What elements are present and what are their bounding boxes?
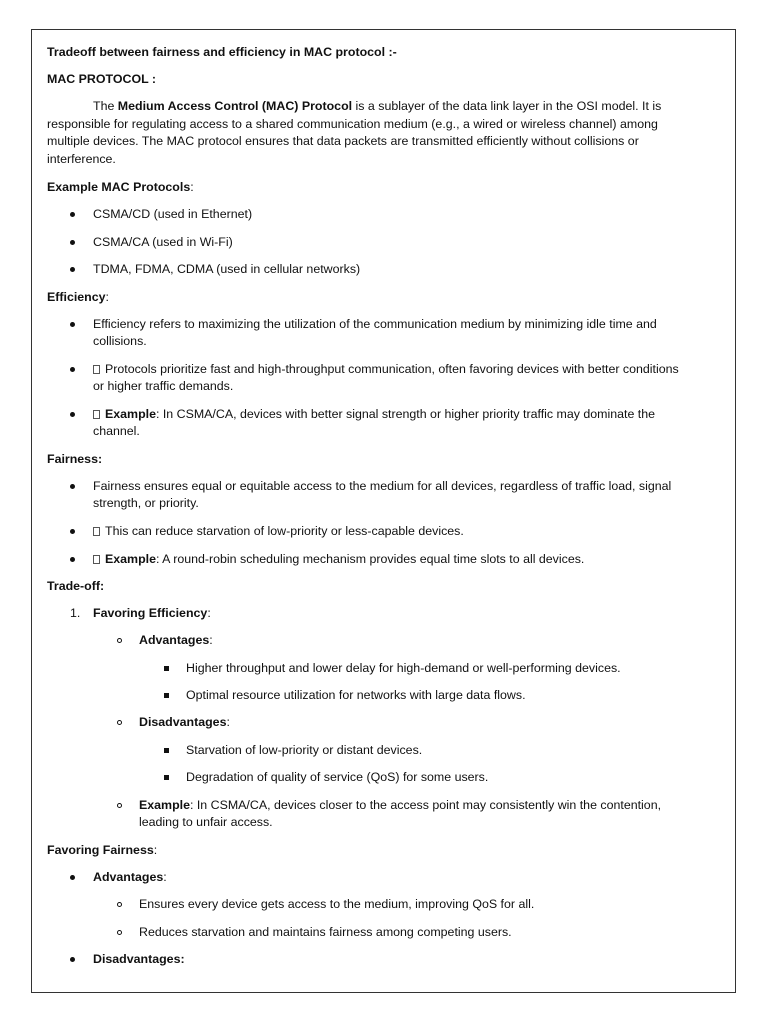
favoring-fairness-label: Favoring Fairness bbox=[47, 843, 154, 857]
intro-lead: The bbox=[93, 99, 118, 113]
list-item: Ensures every device gets access to the medium, improving QoS for all. bbox=[139, 897, 535, 911]
mac-protocol-heading: MAC PROTOCOL : bbox=[47, 72, 156, 86]
efficiency-p1-b: collisions. bbox=[93, 334, 147, 348]
bullet-icon bbox=[70, 367, 75, 372]
list-item: CSMA/CD (used in Ethernet) bbox=[93, 207, 253, 221]
disadvantages-label-text: Disadvantages bbox=[139, 715, 227, 729]
fav-eff-example-a bbox=[139, 797, 661, 814]
example-label: Example bbox=[105, 407, 156, 421]
list-item: Reduces starvation and maintains fairness among competing users. bbox=[139, 925, 512, 939]
list-item: Starvation of low-priority or distant devices. bbox=[186, 743, 423, 757]
efficiency-p2-b: or higher traffic demands. bbox=[93, 379, 234, 393]
fairness-heading: Fairness: bbox=[47, 452, 103, 466]
bullet-icon bbox=[70, 212, 75, 217]
document-page bbox=[31, 29, 736, 993]
circle-bullet-icon bbox=[117, 720, 122, 725]
bullet-icon bbox=[70, 557, 75, 562]
example-label: Example bbox=[105, 552, 156, 566]
efficiency-heading-text: Efficiency bbox=[47, 290, 106, 304]
bullet-icon bbox=[70, 412, 75, 417]
efficiency-p3-a bbox=[93, 406, 655, 423]
square-bullet-icon bbox=[164, 775, 169, 780]
intro-line-3: multiple devices. The MAC protocol ensures that data packets are transmitted efficiently without collisions or bbox=[47, 134, 639, 148]
fav-eff-example-text: : In CSMA/CA, devices closer to the access point may consistently win the contention, bbox=[189, 798, 662, 812]
document-title: Tradeoff between fairness and efficiency in MAC protocol :- bbox=[47, 45, 397, 59]
efficiency-p3-a-text: : In CSMA/CA, devices with better signal strength or higher priority traffic may dominate the bbox=[155, 407, 656, 421]
fav-eff-example-b: leading to unfair access. bbox=[139, 815, 273, 829]
fairness-p2-text: This can reduce starvation of low-priority or less-capable devices. bbox=[105, 524, 464, 538]
examples-heading: Example MAC Protocols: bbox=[47, 180, 194, 194]
intro-line-2: responsible for regulating access to a shared communication medium (e.g., a wired or wireless channel) among bbox=[47, 117, 658, 131]
fairness-p3-text: : A round-robin scheduling mechanism provides equal time slots to all devices. bbox=[155, 552, 585, 566]
fairness-p1-a: Fairness ensures equal or equitable access to the medium for all devices, regardless of traffic load, signal bbox=[93, 479, 672, 493]
favoring-fairness-heading: Favoring Fairness: bbox=[47, 843, 158, 857]
bullet-icon bbox=[70, 484, 75, 489]
list-item: Optimal resource utilization for networks with large data flows. bbox=[186, 688, 526, 702]
list-item: Degradation of quality of service (QoS) for some users. bbox=[186, 770, 489, 784]
efficiency-p1-a: Efficiency refers to maximizing the utilization of the communication medium by minimizing idle time and bbox=[93, 317, 657, 331]
circle-bullet-icon bbox=[117, 930, 122, 935]
fav-fair-disadvantages-label: Disadvantages: bbox=[93, 952, 185, 966]
missing-glyph-icon bbox=[93, 410, 100, 419]
advantages-label-text: Advantages bbox=[139, 633, 210, 647]
bullet-icon bbox=[70, 875, 75, 880]
efficiency-p3-b: channel. bbox=[93, 424, 140, 438]
example-label: Example bbox=[139, 798, 190, 812]
efficiency-p2-a-text: Protocols prioritize fast and high-throughput communication, often favoring devices with better conditions bbox=[105, 362, 679, 376]
fairness-p2 bbox=[93, 523, 464, 540]
bullet-icon bbox=[70, 322, 75, 327]
fav-fair-advantages-label: Advantages: bbox=[93, 870, 167, 884]
advantages-label-text: Advantages bbox=[93, 870, 164, 884]
tradeoff-heading: Trade-off: bbox=[47, 579, 105, 593]
examples-heading-text: Example MAC Protocols bbox=[47, 180, 191, 194]
missing-glyph-icon bbox=[93, 555, 100, 564]
list-item: TDMA, FDMA, CDMA (used in cellular networks) bbox=[93, 262, 361, 276]
list-item: CSMA/CA (used in Wi-Fi) bbox=[93, 235, 233, 249]
efficiency-heading: Efficiency: bbox=[47, 290, 109, 304]
missing-glyph-icon bbox=[93, 365, 100, 374]
favoring-efficiency-label: Favoring Efficiency bbox=[93, 606, 208, 620]
list-number: 1. bbox=[70, 606, 81, 620]
intro-line-4: interference. bbox=[47, 152, 116, 166]
circle-bullet-icon bbox=[117, 902, 122, 907]
bullet-icon bbox=[70, 529, 75, 534]
bullet-icon bbox=[70, 240, 75, 245]
intro-term: Medium Access Control (MAC) Protocol bbox=[117, 99, 353, 113]
fairness-p1-b: strength, or priority. bbox=[93, 496, 199, 510]
advantages-label: Advantages: bbox=[139, 633, 213, 647]
square-bullet-icon bbox=[164, 693, 169, 698]
circle-bullet-icon bbox=[117, 638, 122, 643]
missing-glyph-icon bbox=[93, 527, 100, 536]
list-item: Higher throughput and lower delay for high-demand or well-performing devices. bbox=[186, 661, 621, 675]
favoring-efficiency-heading: Favoring Efficiency: bbox=[93, 606, 211, 620]
square-bullet-icon bbox=[164, 666, 169, 671]
fairness-p3 bbox=[93, 551, 584, 568]
circle-bullet-icon bbox=[117, 803, 122, 808]
disadvantages-label: Disadvantages: bbox=[139, 715, 230, 729]
intro-rest: is a sublayer of the data link layer in the OSI model. It is bbox=[352, 99, 662, 113]
intro-line-1 bbox=[93, 98, 661, 115]
square-bullet-icon bbox=[164, 748, 169, 753]
bullet-icon bbox=[70, 957, 75, 962]
bullet-icon bbox=[70, 267, 75, 272]
efficiency-p2-a bbox=[93, 361, 679, 378]
